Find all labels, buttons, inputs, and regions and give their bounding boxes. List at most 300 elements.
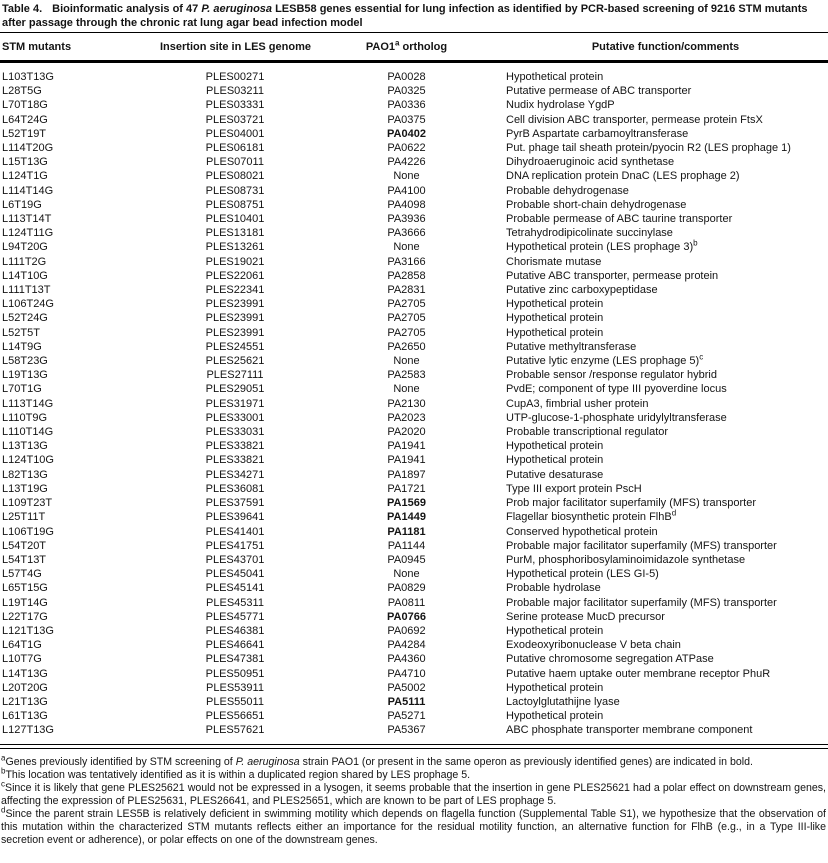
- pao1-ortholog-cell: [310, 681, 503, 695]
- insertion-site-cell: PLES29051: [205, 383, 265, 396]
- footnote-marker-c: c: [699, 352, 704, 362]
- putative-function-cell: Chorismate mutase: [506, 255, 602, 268]
- pao1-ortholog-value: None: [393, 568, 420, 581]
- stm-mutant-cell: L82T13G: [2, 468, 48, 481]
- insertion-site-cell: PLES33001: [205, 411, 265, 424]
- table-row: [0, 155, 828, 169]
- putative-function-cell: Probable major facilitator superfamily (MFS) transporter: [506, 539, 777, 552]
- putative-function-cell: Putative lytic enzyme (LES prophage 5)$^c$: [506, 352, 704, 368]
- insertion-site-cell: PLES39641: [205, 511, 265, 524]
- insertion-site-cell: PLES22061: [205, 269, 265, 282]
- table-row: [0, 63, 828, 84]
- insertion-site-cell: PLES45141: [205, 582, 265, 595]
- stm-mutant-cell: L52T5T: [2, 326, 40, 339]
- pao1-ortholog-cell: [310, 340, 503, 354]
- stm-mutant-cell: L58T23G: [2, 355, 48, 368]
- putative-function-cell: Probable permease of ABC taurine transporter: [506, 213, 733, 226]
- insertion-site-cell: PLES08021: [205, 170, 265, 183]
- footnote-text: This location was tentatively identified as it is within a duplicated region shared by LES prophage 5.: [5, 768, 471, 781]
- insertion-site-cell: PLES43701: [205, 553, 265, 566]
- pao1-ortholog-value: PA0829: [387, 582, 426, 595]
- putative-function-cell: Probable hydrolase: [506, 582, 601, 595]
- pao1-ortholog-value: PA2858: [387, 269, 426, 282]
- gene-table: [0, 33, 828, 60]
- footnote-letter: b: [1, 766, 6, 776]
- stm-mutant-cell: L94T20G: [2, 241, 48, 254]
- putative-function-cell: Cell division ABC transporter, permease protein FtsX: [506, 113, 763, 126]
- pao1-ortholog-value: PA1721: [387, 482, 426, 495]
- stm-mutant-cell: L52T24G: [2, 312, 48, 325]
- table-number: Table 4.: [2, 3, 43, 15]
- pao1-ortholog-cell: [310, 184, 503, 198]
- pao1-ortholog-value: PA0945: [387, 553, 426, 566]
- putative-function-cell: Hypothetical protein: [506, 440, 604, 453]
- putative-function-cell: Flagellar biosynthetic protein FlhB$^d$: [506, 508, 677, 524]
- pao1-ortholog-cell: [310, 567, 503, 581]
- putative-function-cell: Prob major facilitator superfamily (MFS) transporter: [506, 497, 757, 510]
- insertion-site-cell: PLES36081: [205, 482, 265, 495]
- footnote-text: Since it is likely that gene PLES25621 would not be expressed in a lysogen, it seems probable that the insertion in gene PLES25621 had a polar effect on downstream genes, affecting the expression of PLES25631, PLES26641, and PLES25651, which are known to be part of LES prophage 5.: [1, 781, 826, 807]
- insertion-site-cell: PLES27111: [206, 369, 264, 382]
- table-row: [0, 184, 828, 198]
- table-row: [0, 269, 828, 283]
- putative-function-cell: Exodeoxyribonuclease V beta chain: [506, 639, 681, 652]
- table-row: [0, 709, 828, 723]
- stm-mutant-cell: L127T13G: [2, 724, 54, 737]
- pao1-ortholog-cell: [310, 496, 503, 510]
- stm-mutant-cell: L114T20G: [2, 142, 54, 155]
- insertion-site-cell: PLES55011: [206, 695, 264, 708]
- putative-function-cell: PyrB Aspartate carbamoyltransferase: [506, 127, 689, 140]
- stm-mutant-cell: L110T9G: [2, 411, 48, 424]
- header-pao1-ortholog: PAO1$^a$ ortholog: [365, 38, 448, 53]
- table-row: [0, 411, 828, 425]
- insertion-site-cell: PLES45311: [206, 596, 264, 609]
- pao1-ortholog-value: PA2023: [387, 411, 426, 424]
- table-row: [0, 368, 828, 382]
- insertion-site-cell: PLES23991: [205, 312, 265, 325]
- pao1-ortholog-value: PA1569: [387, 497, 426, 510]
- pao1-ortholog-value: PA1144: [387, 539, 426, 552]
- pao1-ortholog-cell: [310, 695, 503, 709]
- table-row: [0, 240, 828, 254]
- stm-mutant-cell: L22T17G: [2, 610, 48, 623]
- table-row: [0, 297, 828, 311]
- putative-function-cell: Put. phage tail sheath protein/pyocin R2 (LES prophage 1): [506, 142, 791, 155]
- pao1-ortholog-cell: [310, 63, 503, 84]
- insertion-site-cell: PLES08751: [205, 198, 265, 211]
- stm-mutant-cell: L54T13T: [2, 553, 47, 566]
- stm-mutant-cell: L106T19G: [2, 525, 54, 538]
- pao1-ortholog-value: PA1941: [387, 454, 426, 467]
- table-row: [0, 127, 828, 141]
- putative-function-cell: UTP-glucose-1-phosphate uridylyltransferase: [506, 411, 727, 424]
- putative-function-cell: Nudix hydrolase YgdP: [506, 99, 615, 112]
- stm-mutant-cell: L21T13G: [2, 695, 48, 708]
- stm-mutant-cell: L103T13G: [2, 71, 54, 83]
- insertion-site-cell: PLES45771: [205, 610, 265, 623]
- footnote-text: strain PAO1 (or present in the same operon as previously identified genes) are indicated in bold.: [299, 755, 753, 768]
- stm-mutant-cell: L57T4G: [2, 568, 42, 581]
- pao1-ortholog-value: PA4226: [387, 156, 426, 169]
- table-row: [0, 510, 828, 524]
- stm-mutant-cell: L109T23T: [2, 497, 53, 510]
- pao1-ortholog-value: PA4098: [387, 198, 426, 211]
- pao1-ortholog-cell: [310, 98, 503, 112]
- table-row: [0, 255, 828, 269]
- pao1-ortholog-value: PA2583: [387, 369, 426, 382]
- pao1-ortholog-value: PA0375: [387, 113, 426, 126]
- stm-mutant-cell: L111T13T: [2, 284, 51, 297]
- table-row: [0, 496, 828, 510]
- pao1-ortholog-value: PA2705: [387, 312, 426, 325]
- pao1-ortholog-value: PA0811: [387, 596, 426, 609]
- putative-function-cell: Conserved hypothetical protein: [506, 525, 658, 538]
- insertion-site-cell: PLES53911: [206, 681, 264, 694]
- table-row: [0, 397, 828, 411]
- putative-function-cell: Hypothetical protein: [506, 298, 604, 311]
- stm-mutant-cell: L121T13G: [2, 624, 54, 637]
- insertion-site-cell: PLES13261: [205, 241, 265, 254]
- putative-function-cell: ABC phosphate transporter membrane component: [506, 724, 753, 737]
- insertion-site-cell: PLES56651: [205, 710, 265, 723]
- pao1-ortholog-value: PA2130: [387, 397, 426, 410]
- pao1-ortholog-cell: [310, 723, 503, 743]
- table-row: [0, 581, 828, 595]
- insertion-site-cell: PLES08731: [205, 184, 265, 197]
- putative-function-cell: Hypothetical protein (LES prophage 3)$^b$: [506, 238, 698, 254]
- gene-table-body: [0, 63, 828, 744]
- pao1-ortholog-value: PA2020: [387, 426, 426, 439]
- pao1-ortholog-value: PA5002: [387, 681, 426, 694]
- pao1-ortholog-value: PA1449: [387, 511, 426, 524]
- putative-function-cell: Lactoylglutathijne lyase: [506, 695, 620, 708]
- pao1-ortholog-cell: [310, 439, 503, 453]
- table-row: [0, 283, 828, 297]
- insertion-site-cell: PLES07011: [206, 156, 264, 169]
- pao1-ortholog-value: None: [393, 170, 420, 183]
- stm-mutant-cell: L6T19G: [2, 198, 42, 211]
- stm-mutant-cell: L14T10G: [2, 269, 48, 282]
- insertion-site-cell: PLES00271: [205, 71, 265, 83]
- footnote-letter: d: [1, 805, 6, 815]
- pao1-ortholog-cell: [310, 240, 503, 254]
- footnote-b: [1, 766, 826, 782]
- table-row: [0, 382, 828, 396]
- putative-function-cell: Putative zinc carboxypeptidase: [506, 284, 658, 297]
- insertion-site-cell: PLES41751: [205, 539, 265, 552]
- putative-function-cell: Putative haem uptake outer membrane receptor PhuR: [506, 667, 771, 680]
- footnote-text: Since the parent strain LES5B is relatively deficient in swimming motility which depends on flagella function (Supplemental Table S1), we hypothesize that the observation of this mutation within the characterized STM mutants reflects either an importance for the residual motility function, an alternative function for FlhB (e.g., in a Type III-like secretion event or adherence), or polar effects on one of the downstream genes.: [1, 807, 826, 846]
- putative-function-cell: PurM, phosphoribosylaminoimidazole synthetase: [506, 553, 746, 566]
- footnotes: [0, 749, 828, 847]
- pao1-ortholog-cell: [310, 610, 503, 624]
- pao1-ortholog-value: PA5271: [387, 710, 426, 723]
- stm-mutant-cell: L113T14T: [2, 213, 52, 226]
- header-insertion-site: Insertion site in LES genome: [160, 41, 311, 53]
- pao1-ortholog-cell: [310, 113, 503, 127]
- stm-mutant-cell: L110T14G: [2, 426, 54, 439]
- putative-function-cell: Probable transcriptional regulator: [506, 426, 669, 439]
- insertion-site-cell: PLES46641: [205, 639, 265, 652]
- stm-mutant-cell: L52T19T: [2, 127, 47, 140]
- putative-function-cell: DNA replication protein DnaC (LES prophage 2): [506, 170, 740, 183]
- insertion-site-cell: PLES37591: [205, 497, 265, 510]
- pao1-ortholog-value: PA0692: [387, 624, 426, 637]
- putative-function-cell: Dihydroaeruginoic acid synthetase: [506, 156, 675, 169]
- putative-function-cell: Type III export protein PscH: [506, 482, 642, 495]
- putative-function-cell: Hypothetical protein: [506, 312, 604, 325]
- table-row: [0, 539, 828, 553]
- stm-mutant-cell: L124T1G: [2, 170, 48, 183]
- caption-text-post: LESB58 genes essential for lung infection as identified by PCR-based screening of 9216 STM mutants after passage through the chronic rat lung agar bead infection model: [2, 3, 808, 29]
- putative-function-cell: Putative methyltransferase: [506, 340, 637, 353]
- putative-function-cell: Serine protease MucD precursor: [506, 610, 665, 623]
- table-row: [0, 169, 828, 183]
- putative-function-cell: CupA3, fimbrial usher protein: [506, 397, 649, 410]
- table-row: [0, 681, 828, 695]
- pao1-ortholog-cell: [310, 354, 503, 368]
- table-row: [0, 695, 828, 709]
- stm-mutant-cell: L124T11G: [2, 227, 54, 240]
- header-row: [0, 33, 828, 60]
- insertion-site-cell: PLES57621: [205, 724, 265, 737]
- insertion-site-cell: PLES23991: [205, 298, 265, 311]
- pao1-ortholog-value: PA5111: [387, 695, 426, 708]
- pao1-ortholog-value: PA0325: [387, 85, 426, 98]
- insertion-site-cell: PLES04001: [205, 127, 265, 140]
- pao1-ortholog-value: PA2831: [387, 284, 426, 297]
- putative-function-cell: Hypothetical protein: [506, 710, 604, 723]
- table-row: [0, 198, 828, 212]
- putative-function-cell: Hypothetical protein: [506, 624, 604, 637]
- pao1-ortholog-cell: [310, 667, 503, 681]
- species-name: P. aeruginosa: [235, 755, 300, 768]
- stm-mutant-cell: L113T14G: [2, 397, 54, 410]
- table-row: [0, 624, 828, 638]
- putative-function-cell: Putative permease of ABC transporter: [506, 85, 692, 98]
- table-row: [0, 482, 828, 496]
- stm-mutant-cell: L14T9G: [2, 340, 42, 353]
- pao1-ortholog-cell: [310, 226, 503, 240]
- table-row: [0, 98, 828, 112]
- pao1-ortholog-cell: [310, 155, 503, 169]
- stm-mutant-cell: L54T20T: [2, 539, 47, 552]
- insertion-site-cell: PLES23991: [205, 326, 265, 339]
- table-row: [0, 553, 828, 567]
- pao1-ortholog-cell: [310, 425, 503, 439]
- pao1-ortholog-cell: [310, 624, 503, 638]
- pao1-ortholog-value: PA3166: [387, 255, 426, 268]
- pao1-ortholog-cell: [310, 482, 503, 496]
- putative-function-cell: Tetrahydrodipicolinate succinylase: [506, 227, 673, 240]
- table-row: [0, 667, 828, 681]
- stm-mutant-cell: L28T5G: [2, 85, 42, 98]
- footnote-marker-d: d: [671, 508, 677, 518]
- stm-mutant-cell: L61T13G: [2, 710, 48, 723]
- table-row: [0, 212, 828, 226]
- stm-mutant-cell: L13T13G: [2, 440, 48, 453]
- putative-function-cell: Probable short-chain dehydrogenase: [506, 198, 687, 211]
- pao1-ortholog-cell: [310, 255, 503, 269]
- pao1-ortholog-cell: [310, 638, 503, 652]
- pao1-ortholog-cell: [310, 553, 503, 567]
- pao1-ortholog-value: PA2705: [387, 298, 426, 311]
- table-row: [0, 638, 828, 652]
- pao1-ortholog-value: PA0622: [387, 142, 426, 155]
- stm-mutant-cell: L65T15G: [2, 582, 48, 595]
- stm-mutant-cell: L15T13G: [2, 156, 48, 169]
- footnote-d: [1, 805, 826, 847]
- species-name: P. aeruginosa: [201, 3, 273, 15]
- pao1-ortholog-value: PA4284: [387, 639, 426, 652]
- pao1-ortholog-value: PA1897: [387, 468, 426, 481]
- table-row: [0, 723, 828, 743]
- pao1-ortholog-cell: [310, 326, 503, 340]
- insertion-site-cell: PLES03721: [205, 113, 265, 126]
- table-row: [0, 340, 828, 354]
- putative-function-cell: Probable major facilitator superfamily (MFS) transporter: [506, 596, 777, 609]
- stm-mutant-cell: L19T13G: [2, 369, 48, 382]
- pao1-ortholog-value: PA1941: [387, 440, 426, 453]
- pao1-ortholog-value: PA0028: [387, 71, 426, 83]
- stm-mutant-cell: L14T13G: [2, 667, 48, 680]
- insertion-site-cell: PLES25621: [205, 355, 265, 368]
- table-row: [0, 354, 828, 368]
- insertion-site-cell: PLES19021: [205, 255, 265, 268]
- stm-mutant-cell: L13T19G: [2, 482, 48, 495]
- pao1-ortholog-cell: [310, 368, 503, 382]
- insertion-site-cell: PLES22341: [205, 284, 265, 297]
- putative-function-cell: Hypothetical protein: [506, 681, 604, 694]
- pao1-ortholog-cell: [310, 539, 503, 553]
- stm-mutant-cell: L114T14G: [2, 184, 54, 197]
- pao1-ortholog-cell: [310, 581, 503, 595]
- insertion-site-cell: PLES33031: [205, 426, 265, 439]
- pao1-ortholog-value: PA4710: [387, 667, 426, 680]
- footnote-a: [1, 753, 826, 769]
- footnote-letter: a: [1, 753, 6, 763]
- pao1-ortholog-value: PA0766: [387, 610, 426, 623]
- table-row: [0, 425, 828, 439]
- footnote-marker-b: b: [693, 238, 698, 248]
- insertion-site-cell: PLES33821: [205, 454, 265, 467]
- pao1-ortholog-cell: [310, 198, 503, 212]
- pao1-ortholog-cell: [310, 709, 503, 723]
- putative-function-cell: Hypothetical protein: [506, 326, 604, 339]
- table-row: [0, 567, 828, 581]
- putative-function-cell: Hypothetical protein: [506, 71, 604, 83]
- stm-mutant-cell: L64T24G: [2, 113, 48, 126]
- stm-mutant-cell: L25T11T: [2, 511, 46, 524]
- pao1-ortholog-cell: [310, 411, 503, 425]
- table-row: [0, 141, 828, 155]
- footnote-letter: c: [1, 779, 5, 789]
- table-body: [0, 63, 828, 744]
- pao1-ortholog-value: PA0336: [387, 99, 426, 112]
- stm-mutant-cell: L124T10G: [2, 454, 54, 467]
- stm-mutant-cell: L70T18G: [2, 99, 48, 112]
- pao1-ortholog-cell: [310, 468, 503, 482]
- table-row: [0, 453, 828, 467]
- table-row: [0, 226, 828, 240]
- putative-function-cell: Putative chromosome segregation ATPase: [506, 653, 714, 666]
- stm-mutant-cell: L64T1G: [2, 639, 42, 652]
- putative-function-cell: Putative desaturase: [506, 468, 604, 481]
- stm-mutant-cell: L106T24G: [2, 298, 54, 311]
- table-row: [0, 439, 828, 453]
- table-row: [0, 311, 828, 325]
- pao1-ortholog-cell: [310, 141, 503, 155]
- putative-function-cell: Hypothetical protein: [506, 454, 604, 467]
- insertion-site-cell: PLES46381: [205, 624, 265, 637]
- stm-mutant-cell: L70T1G: [2, 383, 42, 396]
- putative-function-cell: Probable dehydrogenase: [506, 184, 629, 197]
- insertion-site-cell: PLES47381: [205, 653, 265, 666]
- insertion-site-cell: PLES03211: [206, 85, 264, 98]
- pao1-ortholog-cell: [310, 596, 503, 610]
- pao1-ortholog-cell: [310, 212, 503, 226]
- insertion-site-cell: PLES10401: [205, 213, 265, 226]
- pao1-ortholog-cell: [310, 127, 503, 141]
- table-row: [0, 84, 828, 98]
- pao1-ortholog-value: PA4100: [387, 184, 426, 197]
- pao1-ortholog-cell: [310, 84, 503, 98]
- pao1-ortholog-value: None: [393, 355, 420, 368]
- pao1-ortholog-cell: [310, 169, 503, 183]
- pao1-ortholog-cell: [310, 269, 503, 283]
- insertion-site-cell: PLES31971: [205, 397, 265, 410]
- pao1-ortholog-value: None: [393, 241, 420, 254]
- insertion-site-cell: PLES45041: [205, 568, 265, 581]
- header-putative-function: Putative function/comments: [591, 41, 740, 53]
- pao1-ortholog-cell: [310, 283, 503, 297]
- pao1-ortholog-value: PA2650: [387, 340, 426, 353]
- pao1-ortholog-value: PA0402: [387, 127, 426, 140]
- pao1-ortholog-cell: [310, 525, 503, 539]
- table-header: [0, 33, 828, 60]
- pao1-ortholog-value: PA4360: [387, 653, 426, 666]
- pao1-ortholog-value: None: [393, 383, 420, 396]
- footnote-c: [1, 779, 826, 808]
- pao1-ortholog-cell: [310, 382, 503, 396]
- pao1-ortholog-value: PA3936: [387, 213, 426, 226]
- stm-mutant-cell: L10T7G: [2, 653, 42, 666]
- table-caption: [0, 0, 828, 32]
- pao1-ortholog-value: PA1181: [387, 525, 426, 538]
- pao1-ortholog-cell: [310, 453, 503, 467]
- table-row: [0, 525, 828, 539]
- table-row: [0, 652, 828, 666]
- pao1-ortholog-cell: [310, 397, 503, 411]
- pao1-ortholog-cell: [310, 297, 503, 311]
- stm-mutant-cell: L19T14G: [2, 596, 48, 609]
- table-row: [0, 596, 828, 610]
- pao1-ortholog-value: PA3666: [387, 227, 426, 240]
- header-stm-mutants: STM mutants: [2, 41, 72, 53]
- table-row: [0, 610, 828, 624]
- pao1-ortholog-cell: [310, 510, 503, 524]
- pao1-ortholog-cell: [310, 652, 503, 666]
- table-row: [0, 468, 828, 482]
- stm-mutant-cell: L111T2G: [2, 255, 47, 268]
- pao1-ortholog-cell: [310, 311, 503, 325]
- stm-mutant-cell: L20T20G: [2, 681, 48, 694]
- insertion-site-cell: PLES13181: [205, 227, 265, 240]
- pao1-ortholog-value: PA2705: [387, 326, 426, 339]
- putative-function-cell: Putative ABC transporter, permease protein: [506, 269, 719, 282]
- insertion-site-cell: PLES34271: [205, 468, 265, 481]
